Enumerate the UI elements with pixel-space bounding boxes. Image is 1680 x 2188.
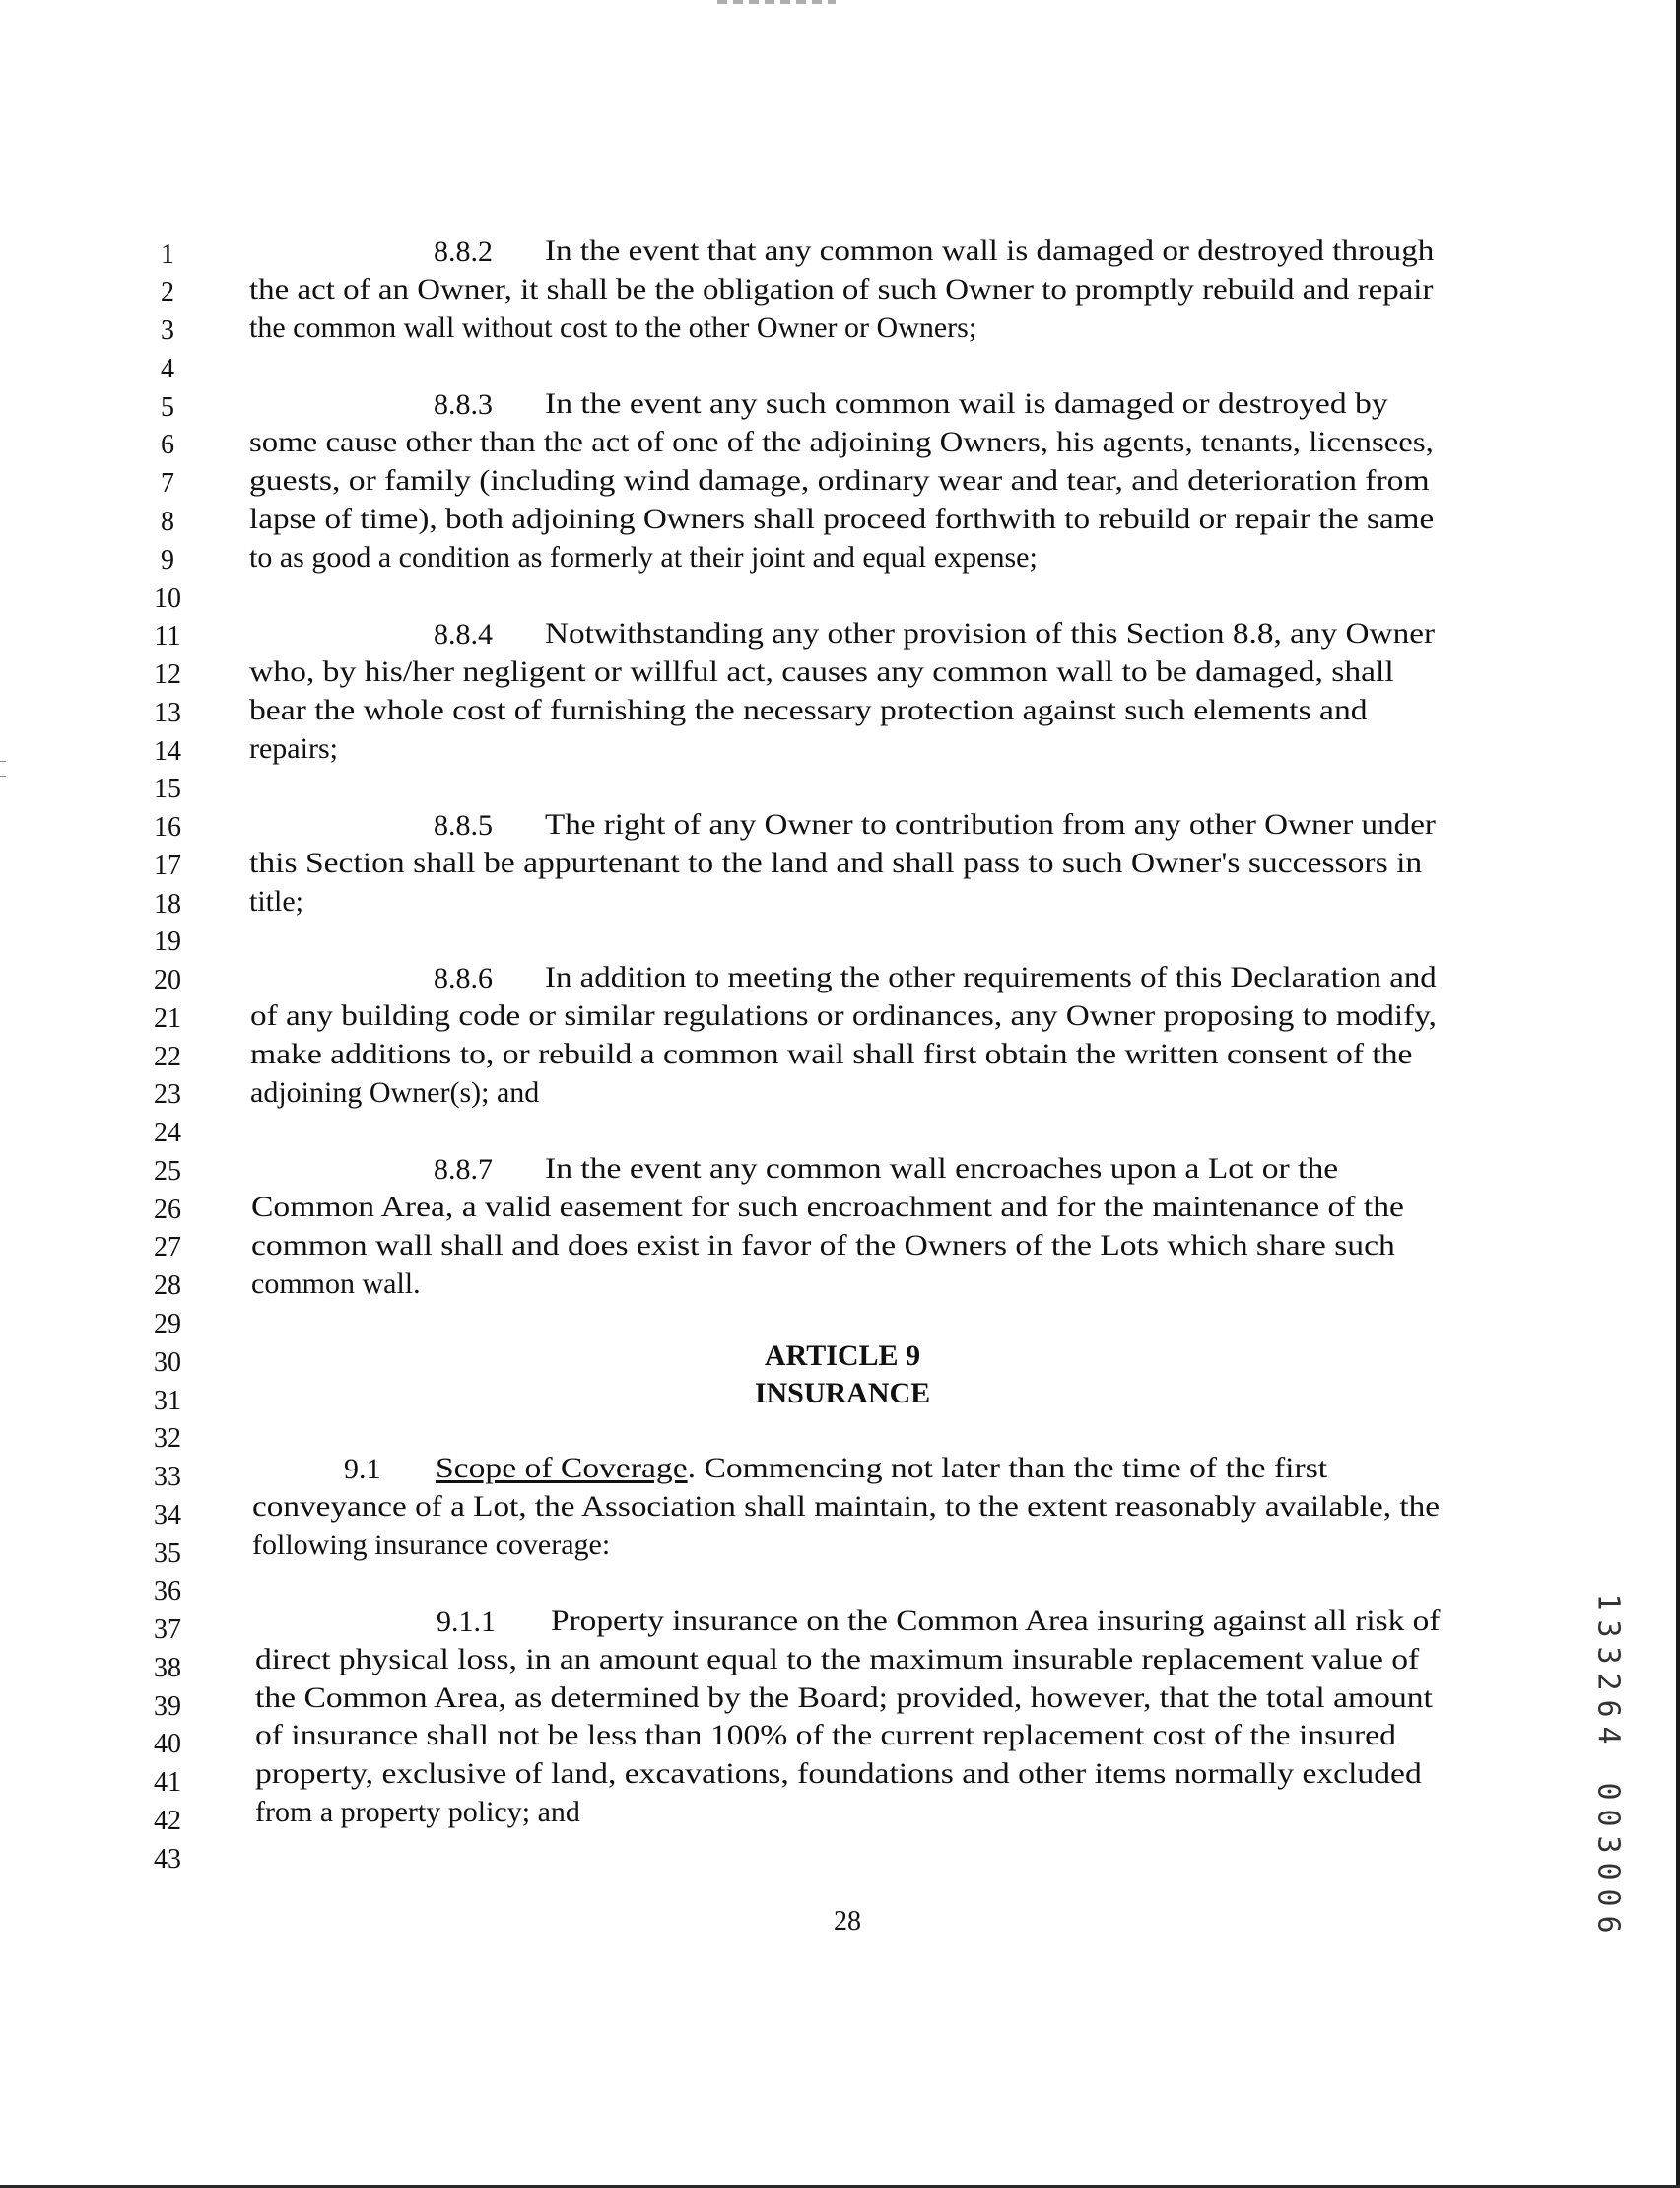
line-number: 12 (154, 659, 181, 690)
stamp-digit: 4 (1590, 1726, 1626, 1744)
paragraph-line: The right of any Owner to contribution from any other Owner under (545, 808, 1436, 841)
line-number: 32 (154, 1423, 181, 1454)
paragraph-first-line (436, 1454, 1327, 1483)
page-number: 28 (834, 1906, 861, 1937)
stamp-digit: 2 (1590, 1673, 1626, 1691)
paragraph-number: 8.8.6 (434, 962, 493, 994)
paragraph-line: Notwithstanding any other provision of this Section 8.8, any Owner (545, 617, 1436, 650)
line-number: 19 (154, 926, 181, 957)
line-number: 13 (154, 698, 181, 728)
paragraph-line: adjoining Owner(s); and (250, 1076, 540, 1109)
paragraph-line: In the event any common wall encroaches upon a Lot or the (545, 1152, 1339, 1185)
paragraph-line: of insurance shall not be less than 100% of the current replacement cost of the insured (255, 1719, 1396, 1751)
line-number: 41 (154, 1767, 181, 1798)
scan-artifact-top (717, 0, 836, 4)
line-number: 36 (154, 1576, 181, 1607)
paragraph-line: the act of an Owner, it shall be the obligation of such Owner to promptly rebuild and repair (249, 273, 1434, 306)
line-number: 29 (154, 1309, 181, 1339)
paragraph-line: property, exclusive of land, excavations, foundations and other items normally excluded (255, 1757, 1422, 1790)
paragraph-number: 8.8.3 (434, 388, 493, 421)
paragraph-number: 9.1.1 (437, 1606, 496, 1638)
line-number: 17 (154, 851, 181, 881)
article-title: ARTICLE 9 (764, 1339, 921, 1372)
line-number: 11 (154, 621, 181, 651)
line-number: 22 (154, 1042, 181, 1072)
scan-artifact-left (0, 761, 6, 777)
paragraph-line: direct physical loss, in an amount equal to the maximum insurable replacement value of (255, 1643, 1420, 1675)
paragraph-line: In the event any such common wail is damaged or destroyed by (545, 387, 1388, 420)
line-number: 10 (154, 583, 181, 614)
paragraph-line: In the event that any common wall is damaged or destroyed through (545, 235, 1435, 267)
line-number: 15 (154, 774, 181, 804)
paragraph-line: who, by his/her negligent or willful act, causes any common wall to be damaged, shall (249, 655, 1394, 688)
line-number: 24 (154, 1118, 181, 1148)
stamp-digit: 0 (1590, 1782, 1626, 1801)
stamp-digit: 6 (1590, 1915, 1626, 1934)
paragraph-number: 8.8.7 (434, 1153, 493, 1186)
stamp-digit: 0 (1590, 1809, 1626, 1827)
paragraph-line: bear the whole cost of furnishing the necessary protection against such elements and (249, 694, 1368, 726)
line-number: 2 (161, 277, 174, 308)
paragraph-line: of any building code or similar regulations or ordinances, any Owner proposing to modify, (250, 999, 1437, 1032)
stamp-digit: 3 (1590, 1835, 1626, 1854)
stamp-digit: 3 (1590, 1619, 1626, 1638)
line-number: 35 (154, 1538, 181, 1569)
paragraph-line: this Section shall be appurtenant to the land and shall pass to such Owner's successors in (249, 847, 1423, 879)
line-number: 7 (161, 468, 174, 499)
line-number: 30 (154, 1347, 181, 1378)
line-number: 28 (154, 1270, 181, 1301)
line-number: 38 (154, 1653, 181, 1683)
line-number: 4 (161, 354, 174, 384)
line-number: 3 (161, 315, 174, 346)
line-number: 27 (154, 1232, 181, 1263)
line-number: 21 (154, 1003, 181, 1034)
paragraph-line: common wall. (251, 1267, 421, 1300)
line-number: 14 (154, 736, 181, 767)
paragraph-line: lapse of time), both adjoining Owners shall proceed forthwith to rebuild or repair the same (249, 503, 1435, 535)
line-number: 40 (154, 1729, 181, 1759)
paragraph-line: Common Area, a valid easement for such encroachment and for the maintenance of the (251, 1191, 1404, 1223)
stamp-digit: 0 (1590, 1862, 1626, 1880)
line-number: 8 (161, 507, 174, 537)
paragraph-line: In addition to meeting the other requirements of this Declaration and (545, 961, 1437, 993)
line-number: 25 (154, 1156, 181, 1187)
paragraph-line: make additions to, or rebuild a common wail shall first obtain the written consent of the (250, 1038, 1413, 1070)
section-heading: Scope of Coverage (436, 1452, 688, 1484)
paragraph-number: 8.8.2 (434, 236, 493, 268)
paragraph-line: some cause other than the act of one of the adjoining Owners, his agents, tenants, licensees, (249, 426, 1434, 458)
line-number: 23 (154, 1079, 181, 1110)
stamp-digit: 6 (1590, 1699, 1626, 1718)
paragraph-line: common wall shall and does exist in favor of the Owners of the Lots which share such (251, 1229, 1395, 1262)
paragraph-number: 8.8.5 (434, 809, 493, 842)
article-subtitle: INSURANCE (754, 1377, 931, 1409)
paragraph-line: Property insurance on the Common Area insuring against all risk of (551, 1605, 1441, 1637)
line-number: 42 (154, 1806, 181, 1836)
line-number: 16 (154, 812, 181, 843)
line-number: 18 (154, 889, 181, 920)
stamp-digit: 0 (1590, 1888, 1626, 1907)
line-number: 1 (161, 239, 174, 270)
paragraph-line: to as good a condition as formerly at their joint and equal expense; (249, 541, 1038, 574)
paragraph-line: title; (249, 885, 303, 918)
paragraph-line: guests, or family (including wind damage, ordinary wear and tear, and deterioration from (249, 464, 1430, 497)
paragraph-line: from a property policy; and (255, 1796, 580, 1828)
line-number: 31 (154, 1386, 181, 1416)
line-number: 37 (154, 1614, 181, 1645)
stamp-digit: 3 (1590, 1646, 1626, 1665)
scan-border-right (1676, 0, 1680, 2188)
line-number: 43 (154, 1844, 181, 1875)
paragraph-line: the common wall without cost to the other Owner or Owners; (249, 311, 977, 344)
paragraph-line: . Commencing not later than the time of the first (687, 1452, 1328, 1484)
paragraph-number: 9.1 (344, 1453, 381, 1485)
paragraph-line: following insurance coverage: (252, 1529, 611, 1561)
line-number: 39 (154, 1691, 181, 1722)
line-number: 26 (154, 1195, 181, 1225)
line-number: 6 (161, 430, 174, 460)
paragraph-line: conveyance of a Lot, the Association shall maintain, to the extent reasonably available, the (252, 1490, 1440, 1523)
line-number: 5 (161, 392, 174, 423)
recording-stamp (1590, 1589, 1626, 1938)
paragraph-line: the Common Area, as determined by the Board; provided, however, that the total amount (255, 1681, 1433, 1714)
paragraph-line: repairs; (249, 732, 338, 765)
stamp-digit: 1 (1590, 1593, 1626, 1611)
line-number: 9 (161, 545, 174, 576)
line-number: 20 (154, 965, 181, 995)
paragraph-number: 8.8.4 (434, 618, 493, 650)
line-number: 34 (154, 1500, 181, 1531)
line-number: 33 (154, 1462, 181, 1492)
